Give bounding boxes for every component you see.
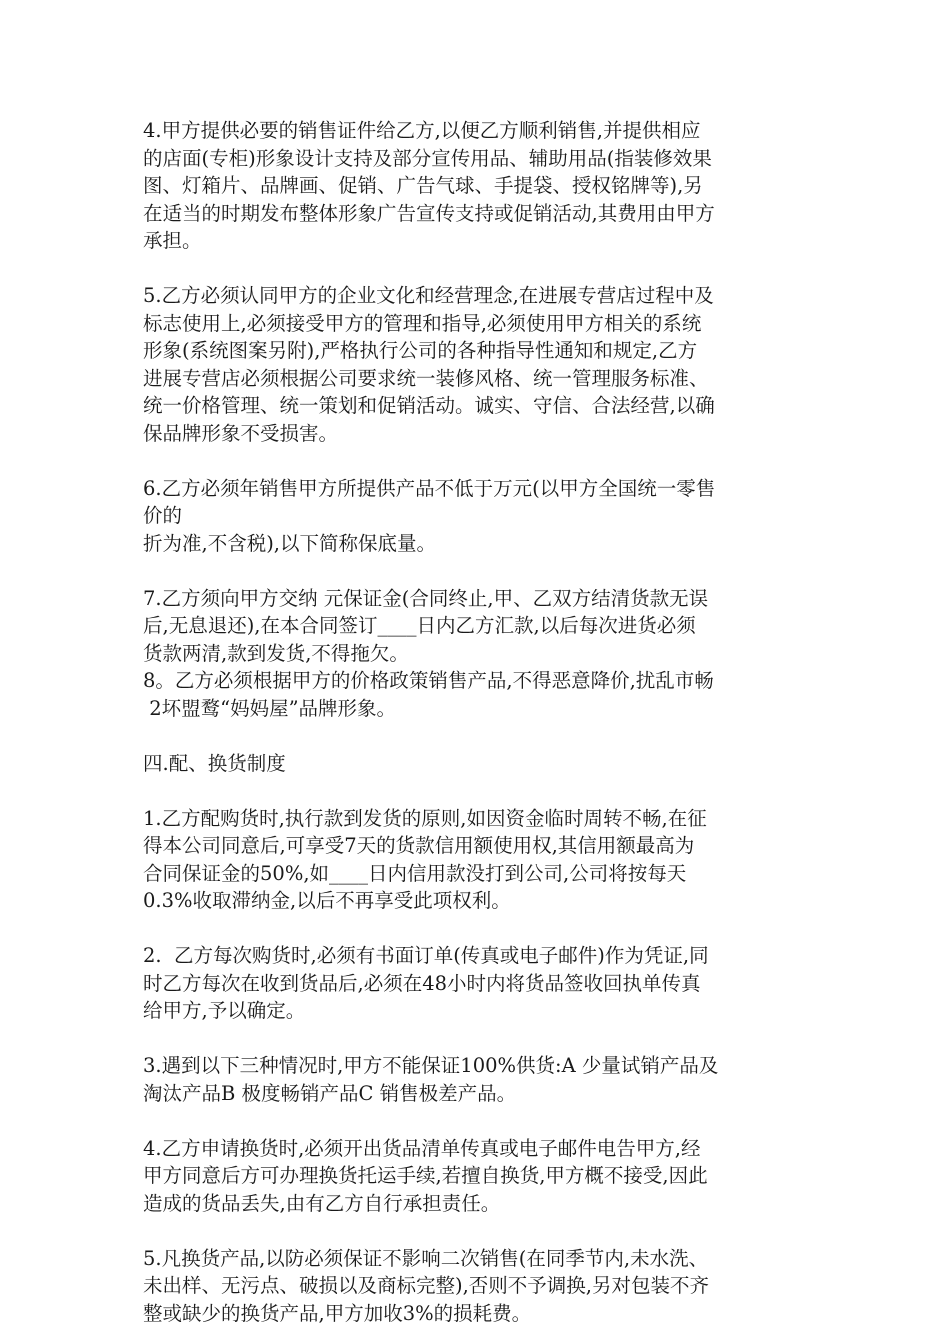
text-line: 后,无息退还),在本合同签订____日内乙方汇款,以后每次进货必须 xyxy=(143,614,696,637)
text-line: 1.乙方配购货时,执行款到发货的原则,如因资金临时周转不畅,在征 xyxy=(143,806,707,830)
text-line: 4.乙方申请换货时,必须开出货品清单传真或电子邮件电告甲方,经 xyxy=(143,1136,701,1160)
text-line: 0.3%收取滞纳金,以后不再享受此项权利。 xyxy=(143,889,511,912)
text-line: 合同保证金的50%,如____日内信用款没打到公司,公司将按每天 xyxy=(143,861,687,885)
text-line: 货款两清,款到发货,不得拖欠。 xyxy=(143,641,409,665)
text-line: 淘汰产品B 极度畅销产品C 销售极差产品。 xyxy=(143,1081,517,1105)
text-line: 6.乙方必须年销售甲方所提供产品不低于万元(以甲方全国统一零售 xyxy=(143,476,716,500)
paragraph xyxy=(143,805,815,915)
text-line: 7.乙方须向甲方交纳 元保证金(合同终止,甲、乙双方结清货款无误 xyxy=(143,586,709,610)
text-line: 5.凡换货产品,以防必须保证不影响二次销售(在同季节内,未水洗、 xyxy=(143,1246,709,1270)
paragraph-spacer xyxy=(143,722,815,750)
paragraph-spacer xyxy=(143,1217,815,1245)
paragraph-spacer xyxy=(143,777,815,805)
text-line: 价的 xyxy=(143,504,183,527)
text-line: 图、灯箱片、品牌画、促销、广告气球、手提袋、授权铭牌等),另 xyxy=(143,174,703,197)
text-line: 承担。 xyxy=(143,229,202,252)
paragraph xyxy=(143,282,815,447)
text-line: 在适当的时期发布整体形象广告宣传支持或促销活动,其费用由甲方 xyxy=(143,201,715,225)
paragraph xyxy=(143,1052,815,1107)
paragraph xyxy=(143,117,815,255)
text-line: 统一价格管理、统一策划和促销活动。诚实、守信、合法经营,以确 xyxy=(143,394,715,417)
paragraph-spacer xyxy=(143,255,815,283)
text-line: 5.乙方必须认同甲方的企业文化和经营理念,在进展专营店过程中及 xyxy=(143,284,714,307)
paragraph xyxy=(143,1245,815,1328)
text-line: 未出样、无污点、破损以及商标完整),否则不予调换,另对包装不齐 xyxy=(143,1274,710,1297)
text-line: 的店面(专柜)形象设计支持及部分宣传用品、辅助用品(指装修效果 xyxy=(143,146,712,170)
paragraph-spacer xyxy=(143,447,815,475)
text-line: 保品牌形象不受损害。 xyxy=(143,421,339,445)
text-line: 时乙方每次在收到货品后,必须在48小时内将货品签收回执单传真 xyxy=(143,971,701,995)
paragraph xyxy=(143,942,815,1025)
paragraph-spacer xyxy=(143,1025,815,1053)
paragraph xyxy=(143,750,815,778)
text-line: 甲方同意后方可办理换货托运手续,若擅自换货,甲方概不接受,因此 xyxy=(143,1164,708,1187)
text-line: 2. 乙方每次购货时,必须有书面订单(传真或电子邮件)作为凭证,同 xyxy=(143,944,709,967)
text-line: 造成的货品丢失,由有乙方自行承担责任。 xyxy=(143,1191,501,1215)
paragraph xyxy=(143,1135,815,1218)
paragraph-spacer xyxy=(143,915,815,943)
paragraph xyxy=(143,585,815,723)
paragraph-spacer xyxy=(143,1107,815,1135)
text-line: 形象(系统图案另附),严格执行公司的各种指导性通知和规定,乙方 xyxy=(143,339,698,362)
text-line: 3.遇到以下三种情况时,甲方不能保证100%供货:A 少量试销产品及 xyxy=(143,1054,719,1077)
text-line: 四.配、换货制度 xyxy=(143,751,286,775)
text-line: 给甲方,予以确定。 xyxy=(143,999,306,1022)
text-line: 8。乙方必须根据甲方的价格政策销售产品,不得恶意降价,扰乱市畅 xyxy=(143,669,714,692)
paragraph-spacer xyxy=(143,557,815,585)
text-line: 标志使用上,必须接受甲方的管理和指导,必须使用甲方相关的系统 xyxy=(143,311,702,335)
text-line: 整或缺少的换货产品,甲方加收3%的损耗费。 xyxy=(143,1301,532,1325)
text-line: 得本公司同意后,可享受7天的货款信用额使用权,其信用额最高为 xyxy=(143,834,695,857)
text-line: 4.甲方提供必要的销售证件给乙方,以便乙方顺利销售,并提供相应 xyxy=(143,119,701,142)
document-page xyxy=(143,117,815,1327)
text-line: 折为准,不含税),以下简称保底量。 xyxy=(143,531,437,555)
text-line: 2坏盟鹜“妈妈屋”品牌形象。 xyxy=(143,696,397,720)
text-line: 进展专营店必须根据公司要求统一装修风格、统一管理服务标准、 xyxy=(143,366,709,390)
paragraph xyxy=(143,475,815,558)
